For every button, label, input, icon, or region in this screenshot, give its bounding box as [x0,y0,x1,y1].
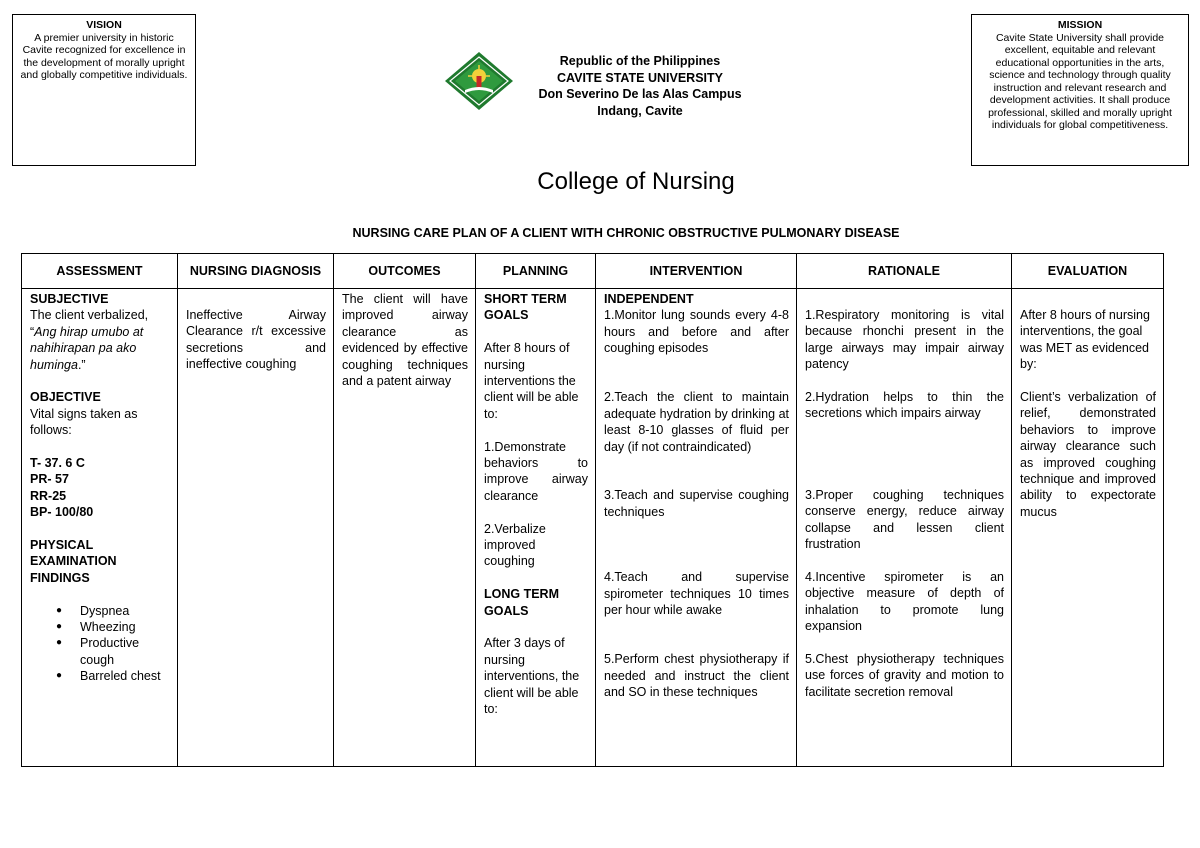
col-assessment: ASSESSMENT [22,254,178,289]
table-header-row [22,254,1164,289]
col-nursing-diagnosis: NURSING DIAGNOSIS [178,254,334,289]
vision-text: A premier university in historic Cavite recognized for excellence in the development of morally upright and globally competitive individuals. [20,31,188,81]
header-line-3: Don Severino De las Alas Campus [538,87,742,101]
planning-cell [476,289,596,767]
header-line-1: Republic of the Philippines [559,54,721,68]
table-row [22,289,1164,767]
intervention-cell [596,289,797,767]
vital-sign: BP- 100/80 [30,505,94,520]
col-planning: PLANNING [476,254,596,289]
short-term-intro: After 8 hours of nursing interventions the client will be able to: [484,341,579,421]
list-item: ● Barreled chest [80,668,170,684]
objective-heading: OBJECTIVE [30,390,101,405]
col-rationale: RATIONALE [797,254,1012,289]
subjective-quote: “Ang hirap umubo at nahihirapan pa ako huminga.” [30,324,144,372]
care-plan-table [21,253,1164,767]
short-term-heading: SHORT TERM GOALS [484,292,567,323]
intervention-item: 4.Teach and supervise spirometer techniques 10 times per hour while awake [604,570,789,618]
col-intervention: INTERVENTION [596,254,797,289]
evaluation-intro: After 8 hours of nursing interventions, the goal was MET as evidenced by: [1020,308,1150,372]
mission-heading: MISSION [1057,19,1103,31]
header-line-4: Indang, Cavite [597,103,683,118]
intervention-item: 3.Teach and supervise coughing techniques [604,488,789,519]
long-term-intro: After 3 days of nursing interventions, the client will be able to: [484,636,580,717]
outcomes-cell [334,289,476,767]
assessment-cell [22,289,178,767]
evaluation-detail: Client’s verbalization of relief, demonstrated behaviors to improve airway clearance such as improved coughing technique and improved ability to expectorate mucus [1020,390,1156,519]
subjective-intro: The client verbalized, [30,308,149,323]
mission-box [971,14,1189,166]
independent-heading: INDEPENDENT [604,292,694,306]
vision-box [12,14,196,166]
mission-text: Cavite State University shall provide excellent, equitable and relevant educational opportunities in the arts, science and technology through quality instruction and relevant research and development activities. It shall produce professional, skilled and morally upright individuals for global competitiveness. [988,31,1172,131]
care-plan-title: NURSING CARE PLAN OF A CLIENT WITH CHRONIC OBSTRUCTIVE PULMONARY DISEASE [352,226,900,240]
long-term-heading: LONG TERM GOALS [484,587,559,618]
rationale-item: 4.Incentive spirometer is an objective measure of depth of inhalation to promote lung expansion [805,570,1004,634]
rationale-item: 3.Proper coughing techniques conserve energy, reduce airway collapse and lessen client frustration [805,488,1004,552]
evaluation-cell [1012,289,1164,767]
institution-header [520,53,760,119]
intervention-item: 1.Monitor lung sounds every 4-8 hours and before and after coughing episodes [604,308,789,356]
pe-heading: PHYSICAL EXAMINATION FINDINGS [30,538,117,585]
rationale-item: 1.Respiratory monitoring is vital because rhonchi present in the large airways may impair airway patency [805,308,1004,372]
university-logo [445,52,513,110]
col-outcomes: OUTCOMES [334,254,476,289]
outcomes-text: The client will have improved airway clearance as evidenced by effective coughing techniques and a patent airway [342,292,468,389]
college-title: College of Nursing [537,168,735,195]
vision-heading: VISION [86,19,122,31]
findings-list [30,603,170,685]
vital-sign: RR-25 [30,488,67,503]
rationale-cell [797,289,1012,767]
list-item: ● Productive cough [80,635,170,668]
intervention-item: 2.Teach the client to maintain adequate hydration by drinking at least 8-10 glasses of fluid per day (if not contraindicated) [604,390,789,454]
short-term-goal-1: 1.Demonstrate behaviors to improve airway clearance [484,439,588,503]
vital-sign: PR- 57 [30,472,69,487]
intervention-item: 5.Perform chest physiotherapy if needed and instruct the client and SO in these techniques [604,652,789,700]
col-evaluation: EVALUATION [1012,254,1164,289]
objective-intro: Vital signs taken as follows: [30,406,138,438]
header-line-2: CAVITE STATE UNIVERSITY [557,70,723,85]
subjective-heading: SUBJECTIVE [30,292,109,306]
short-term-goal-2: 2.Verbalize improved coughing [484,521,546,569]
diagnosis-cell [178,289,334,767]
rationale-item: 5.Chest physiotherapy techniques use forces of gravity and motion to facilitate secretion removal [805,652,1004,699]
diagnosis-text: Ineffective Airway Clearance r/t excessive secretions and ineffective coughing [186,308,326,372]
list-item: ● Wheezing [80,619,170,635]
vital-sign: T- 37. 6 C [30,456,85,471]
rationale-item: 2.Hydration helps to thin the secretions which impairs airway [805,390,1004,421]
list-item: ● Dyspnea [80,603,170,619]
